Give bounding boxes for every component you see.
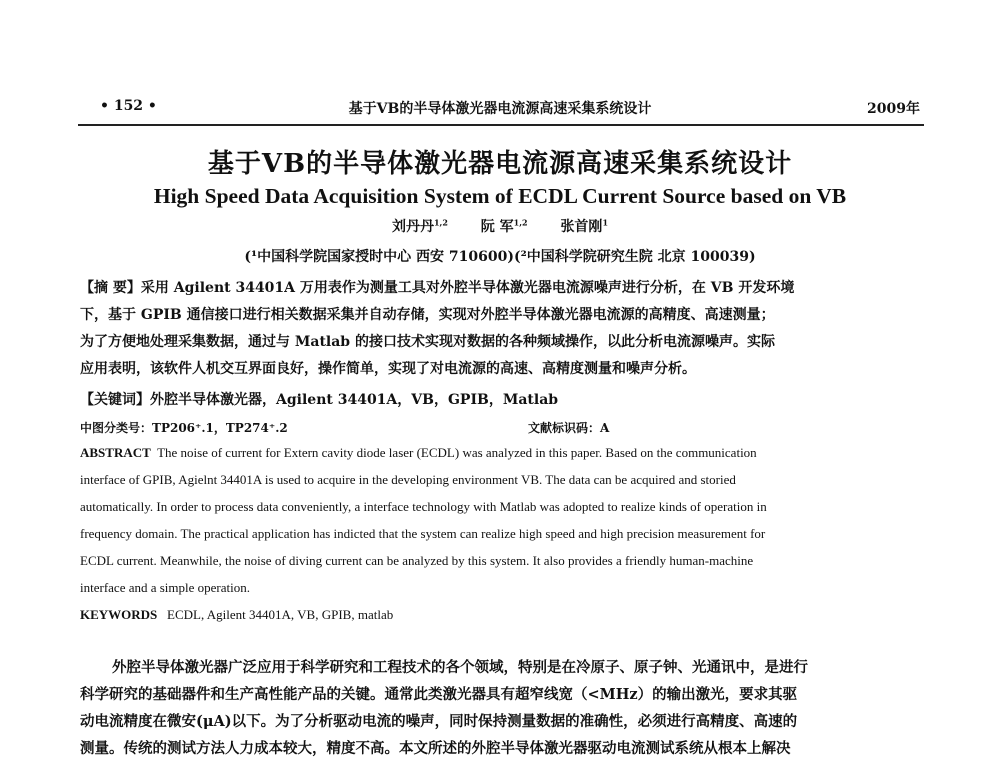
body-paragraph-line: 外腔半导体激光器广泛应用于科学研究和工程技术的各个领域，特别是在冷原子、原子钟、光通讯中，是进行 xyxy=(112,659,808,676)
body-paragraph-line: 测量。传统的测试方法人力成本较大，精度不高。本文所述的外腔半导体激光器驱动电流测试系统从根本上解决 xyxy=(80,740,791,757)
keywords-en: KEYWORDS ECDL, Agilent 34401A, VB, GPIB, matlab xyxy=(80,607,394,622)
body-paragraph-line: 动电流精度在微安(μA)以下。为了分析驱动电流的噪声，同时保持测量数据的准确性，必须进行高精度、高速的 xyxy=(80,713,798,730)
document-code: 文献标识码：A xyxy=(528,421,610,435)
classification-line: 中图分类号：TP206⁺.1，TP274⁺.2 xyxy=(80,421,288,435)
abstract-en-line: interface and a simple operation. xyxy=(80,580,251,595)
abstract-en-line: ABSTRACT The noise of current for Extern cavity diode laser (ECDL) was analyzed in this paper. Based on the communication xyxy=(80,445,757,460)
title-chinese: 基于VB的半导体激光器电流源高速采集系统设计 xyxy=(207,149,793,179)
abstract-en-line: frequency domain. The practical application has indicted that the system can realize high speed and high precision measurement for xyxy=(80,526,766,541)
abstract-cn-label: 【摘 要】 xyxy=(80,280,141,296)
abstract-cn-line: 【摘 要】采用 Agilent 34401A 万用表作为测量工具对外腔半导体激光器电流源噪声进行分析，在 VB 开发环境 xyxy=(80,280,795,296)
author: 张首刚$^1$ xyxy=(560,217,609,235)
body-paragraph-line: 科学研究的基础器件和生产高性能产品的关键。通常此类激光器具有超窄线宽（<MHz）的输出激光，要求其驱 xyxy=(80,686,798,703)
author: 阮 军$^{1,2}$ xyxy=(480,217,528,235)
keywords-cn: 【关键词】外腔半导体激光器，Agilent 34401A，VB，GPIB，Matlab xyxy=(80,392,559,408)
abstract-en-line: automatically. In order to process data conveniently, a interface technology with Matlab was adopted to realize kinds of operation in xyxy=(80,499,767,514)
abstract-cn-line: 下，基于 GPIB 通信接口进行相关数据采集并自动存储，实现对外腔半导体激光器电流源的高精度、高速测量； xyxy=(80,307,775,323)
abstract-cn-line: 为了方便地处理采集数据，通过与 Matlab 的接口技术实现对数据的各种频域操作，以此分析电流源噪声。实际 xyxy=(80,334,775,350)
keywords-en-label: KEYWORDS xyxy=(80,607,158,622)
author-list xyxy=(0,216,1000,236)
header-year: 2009年 xyxy=(867,101,920,117)
header-rule xyxy=(78,124,924,126)
title-english: High Speed Data Acquisition System of ECDL Current Source based on VB xyxy=(153,184,847,208)
abstract-en-line: ECDL current. Meanwhile, the noise of diving current can be analyzed by this system. It also provides a friendly human-machine xyxy=(80,553,754,568)
running-title: 基于VB的半导体激光器电流源高速采集系统设计 xyxy=(348,101,652,117)
abstract-cn-line: 应用表明，该软件人机交互界面良好，操作简单，实现了对电流源的高速、高精度测量和噪声分析。 xyxy=(80,361,696,377)
abstract-en-line: interface of GPIB, Agielnt 34401A is used to acquire in the developing environment VB. The data can be acquired and storied xyxy=(80,472,736,487)
keywords-cn-label: 【关键词】 xyxy=(80,392,150,408)
affiliation: (¹中国科学院国家授时中心 西安 710600)(²中国科学院研究生院 北京 100039) xyxy=(244,249,756,265)
author: 刘丹丹$^{1,2}$ xyxy=(391,217,448,235)
abstract-en-label: ABSTRACT xyxy=(80,445,151,460)
page-number: • 152 • xyxy=(100,98,157,114)
